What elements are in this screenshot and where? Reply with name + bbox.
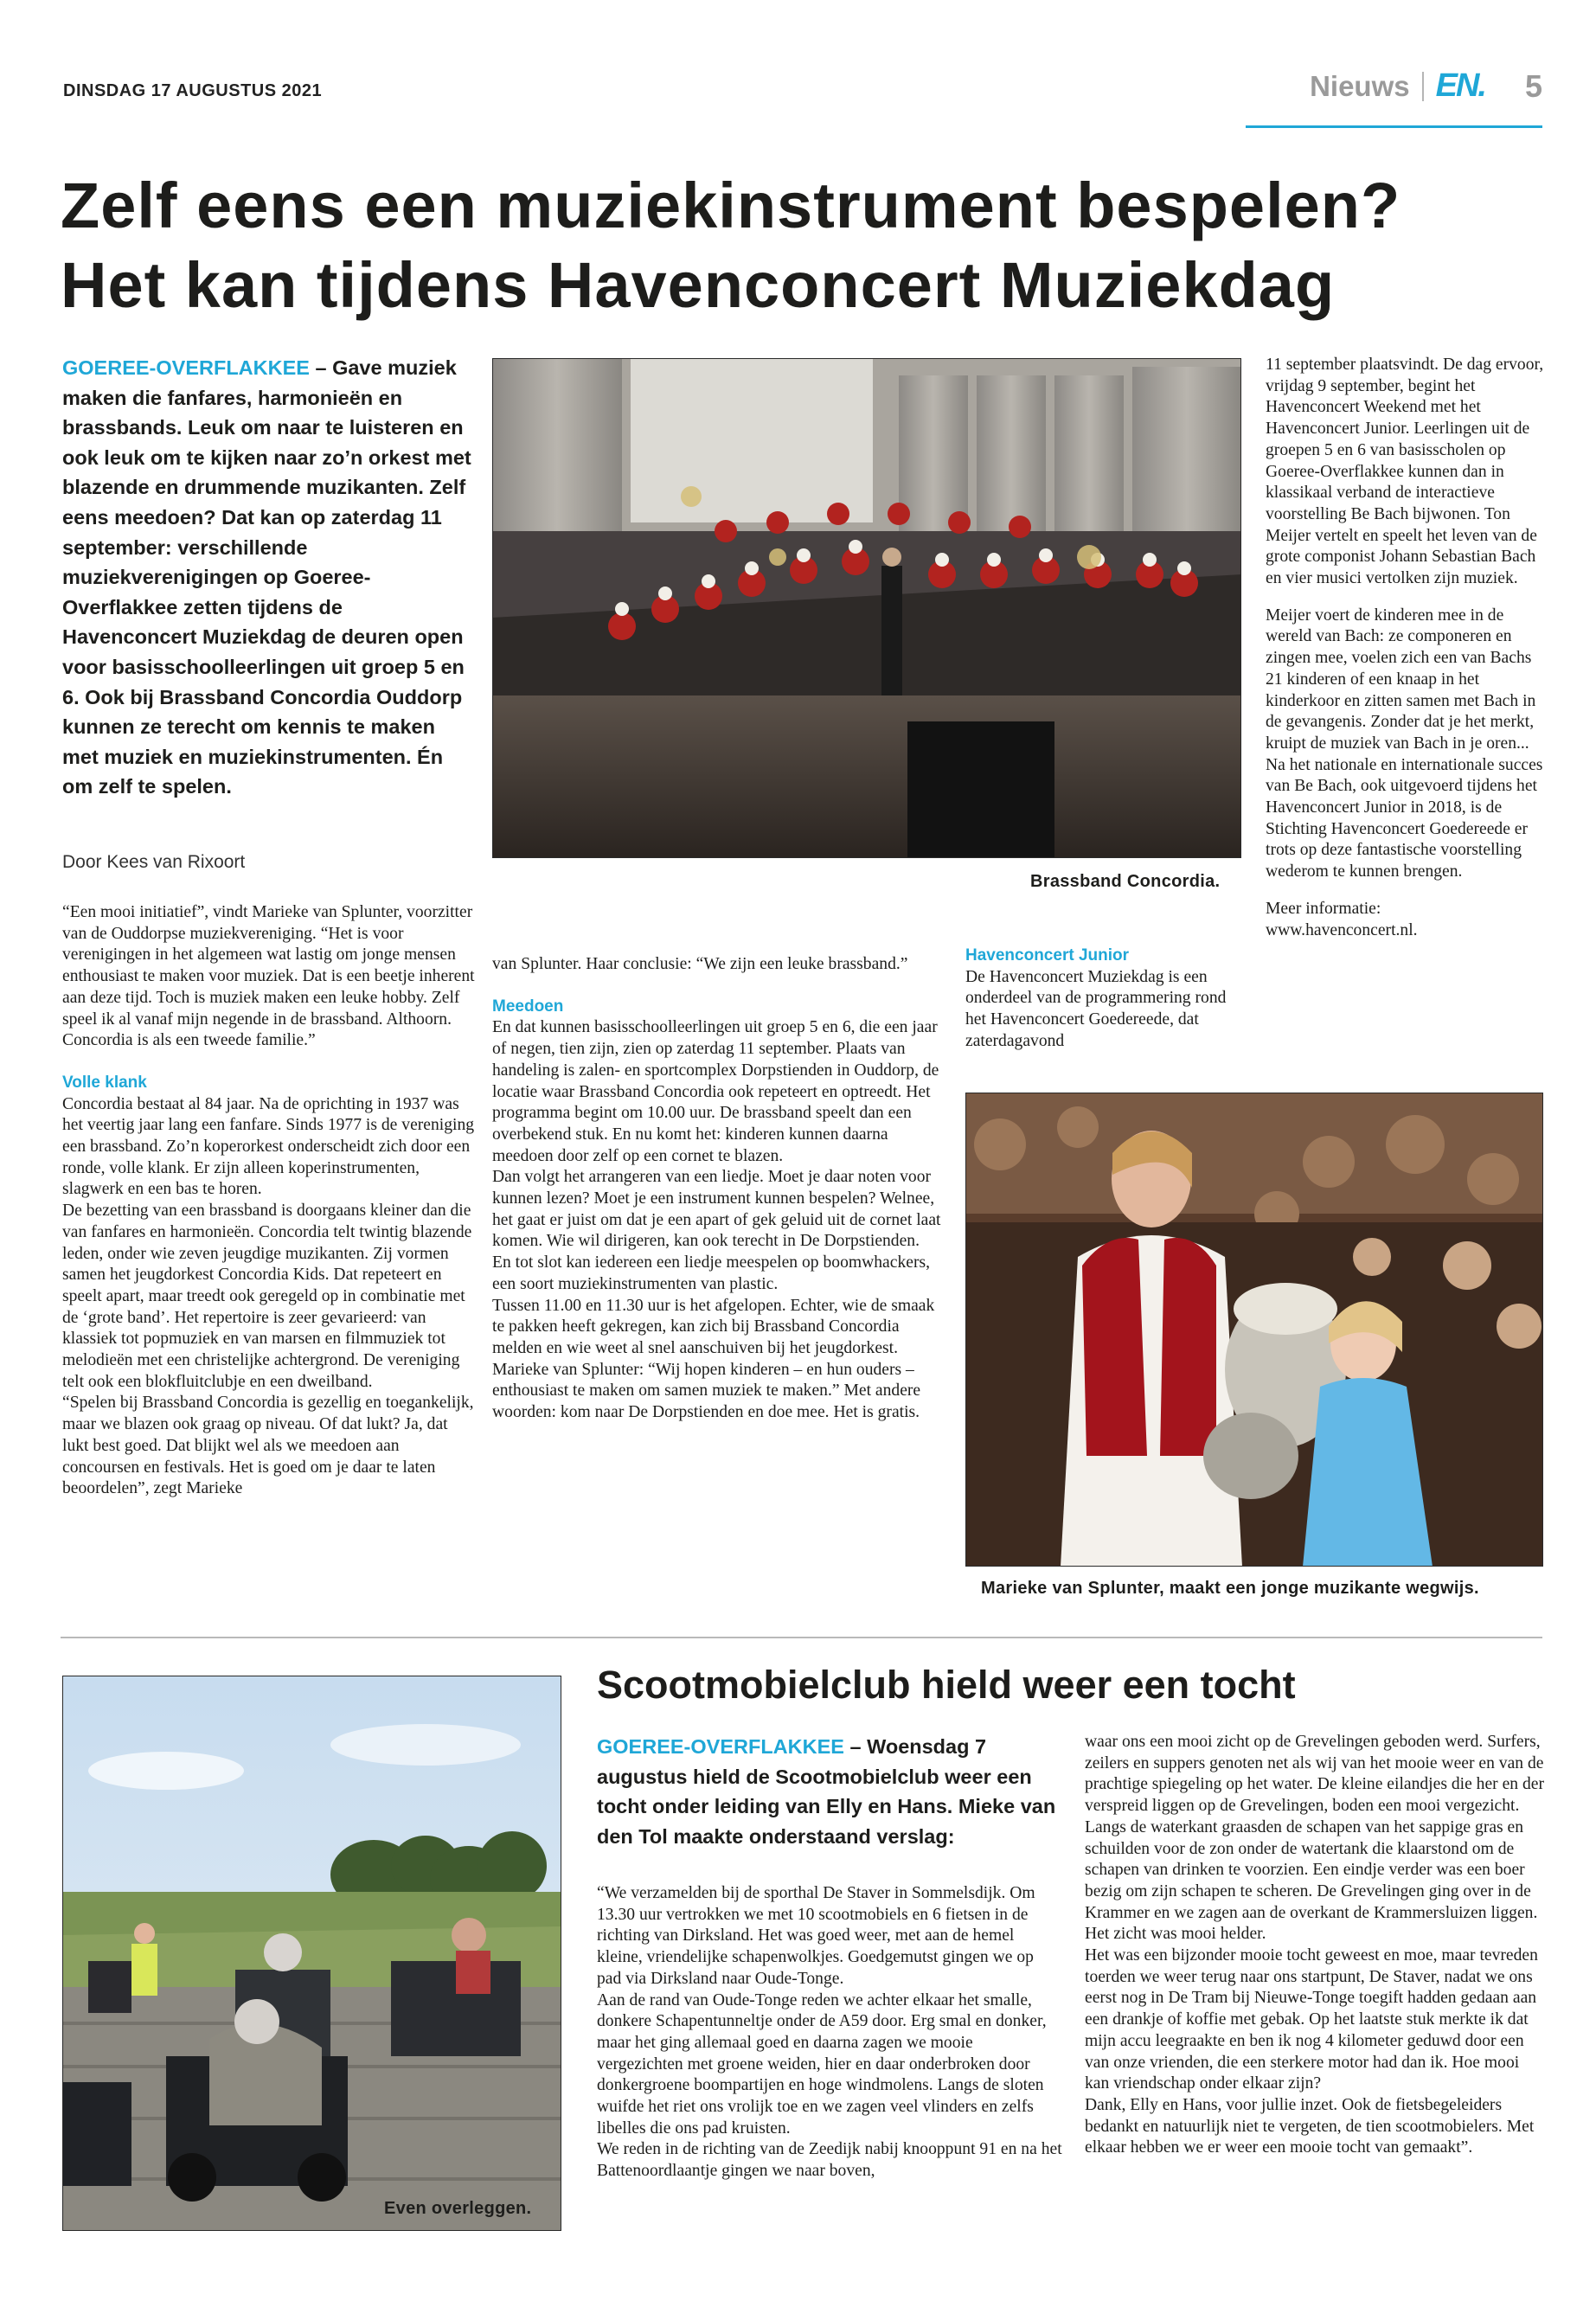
paragraph: Het was een bijzonder mooie tocht geweest en moe, maar tevreden toerden we weer terug naar ons startpunt, De Staver, nadat we ons eerst nog in De Tram bij Nieuwe-Tonge toegift hadden gedaan aan een drankje of koffie met gebak. Op het laatste stuk merkte ik dat mijn accu leegraakte en ben ik nog 4 kilometer geduwd door een van onze vrienden, die een sterkere motor had dan ik. Hoe mooi kan vriendschap onder elkaar zijn? bbox=[1085, 1946, 1538, 2093]
subheading-havenconcert-junior: Havenconcert Junior bbox=[965, 946, 1129, 965]
article2-column-1 bbox=[597, 1883, 1062, 2182]
paragraph: Aan de rand van Oude-Tonge reden we achter elkaar het smalle, donkere Schapentunneltje onder de A59 door. Erg smal en donker, maar het ging allemaal goed en daarna zagen we mooie vergezichten met groene weiden, hier en daar onderbroken door donkergroene boompartijen en hoge windmolens. Langs de sloten wuifde het riet ons vrolijk toe en we zagen veel vlinders en zelfs libelles die ons pad kruisten. bbox=[597, 1990, 1047, 2138]
photo-caption-marieke: Marieke van Splunter, maakt een jonge muzikante wegwijs. bbox=[981, 1579, 1479, 1598]
paragraph: Dank, Elly en Hans, voor jullie inzet. Ook de fietsbegeleiders bedankt en natuurlijk niet te vergeten, de tien scootmobielers. Met elkaar hebben we er weer een mooie tocht van gemaakt”. bbox=[1085, 2095, 1535, 2157]
page-number: 5 bbox=[1524, 67, 1542, 104]
article1-intro bbox=[62, 353, 474, 802]
scootmobiel-photo-image bbox=[62, 1676, 561, 2231]
intro2-location: GOEREE-OVERFLAKKEE bbox=[597, 1735, 844, 1758]
intro-location: GOEREE-OVERFLAKKEE bbox=[62, 356, 310, 379]
paragraph: Tussen 11.00 en 11.30 uur is het afgelopen. Echter, wie de smaak te pakken heeft gekregen, kan zich bij Brassband Concordia melden en wie weet al snel aanschuiven bij het jeugdorkest. Marieke van Splunter: “Wij hopen kinderen – en hun ouders – enthousiast te maken om samen muziek te maken.” Met andere woorden: kom naar De Dorpstienden en doe mee. Het is gratis. bbox=[492, 1296, 935, 1422]
byline: Door Kees van Rixoort bbox=[62, 852, 246, 872]
marieke-photo-image bbox=[965, 1093, 1543, 1567]
paragraph: De Havenconcert Muziekdag is een onderdeel van de programmering rond het Havenconcert Goedereede, dat zaterdagavond bbox=[965, 967, 1227, 1050]
article2-column-2 bbox=[1085, 1732, 1545, 2159]
masthead bbox=[1310, 67, 1542, 105]
article1-column-4 bbox=[1266, 355, 1544, 941]
article1-column-2 bbox=[492, 954, 942, 1424]
photo-brassband bbox=[492, 358, 1241, 858]
article1-headline bbox=[61, 166, 1548, 325]
paragraph: Dan volgt het arrangeren van een liedje. Moet je daar noten voor kunnen lezen? Moet je een instrument kunnen bespelen? Welnee, het gaat er juist om dat je een apart of gek geluid uit de cornet laat komen. Wie wil dirigeren, kan ook terecht in De Dorpstienden. bbox=[492, 1168, 941, 1251]
paragraph: “We verzamelden bij de sporthal De Staver in Sommelsdijk. Om 13.30 uur vertrokken we met 10 scootmobiels en 6 fietsen in de richting van Dirksland. Het was goed weer, met aan de hemel kleine, vriendelijke schapenwolkjes. Goedgemutst gingen we op pad via Dirksland naar Oude-Tonge. bbox=[597, 1884, 1035, 1988]
article-divider bbox=[61, 1637, 1542, 1638]
paragraph: De bezetting van een brassband is doorgaans kleiner dan die van fanfares en harmonieën. Concordia telt twintig blazende leden, onder wie zeven jeugdige muzikanten. Zij vormen samen het jeugdorkest Concordia Kids. Dat repeteert en speelt apart, maar treedt ook geregeld op in combinatie met de ‘grote band’. Het repertoire is zeer gevarieerd: van klassiek tot popmuziek en van marsen en filmmuziek tot melodieën met een christelijke achtergrond. De vereniging telt ook een blokfluitclubje en een dweilband. bbox=[62, 1202, 472, 1391]
paragraph: van Splunter. Haar conclusie: “We zijn een leuke brassband.” bbox=[492, 955, 908, 973]
page-date: DINSDAG 17 AUGUSTUS 2021 bbox=[63, 81, 323, 100]
headline-line-1: Zelf eens een muziekinstrument bespelen? bbox=[61, 170, 1401, 241]
paragraph: We reden in de richting van de Zeedijk nabij knooppunt 91 en na het Battenoordlaantje gingen we naar boven, bbox=[597, 2140, 1062, 2181]
photo-scootmobiel bbox=[62, 1676, 561, 2231]
subheading-meedoen: Meedoen bbox=[492, 997, 564, 1016]
article2-headline: Scootmobielclub hield weer een tocht bbox=[597, 1663, 1296, 1707]
article1-column-3 bbox=[965, 945, 1251, 1053]
header-rule bbox=[1246, 125, 1542, 128]
paragraph: Concordia bestaat al 84 jaar. Na de oprichting in 1937 was het veertig jaar lang een fanfare. Sinds 1977 is de vereniging een brassband. Zo’n koperorkest onderscheidt zich door een ronde, volle klank. Er zijn alleen koperinstrumenten, slagwerk en een bas te horen. bbox=[62, 1094, 475, 1199]
article2-intro bbox=[597, 1732, 1062, 1851]
headline-line-2: Het kan tijdens Havenconcert Muziekdag bbox=[61, 249, 1336, 321]
photo-caption-scootmobiel: Even overleggen. bbox=[384, 2199, 532, 2218]
paragraph: 11 september plaatsvindt. De dag ervoor, vrijdag 9 september, begint het Havenconcert Weekend met het Havenconcert Junior. Leerlingen uit de groepen 5 en 6 van basisscholen op Goeree-Overflakkee kunnen dan in klassikaal verband de interactieve voorstelling Be Bach bijwonen. Ton Meijer vertelt en speelt het leven van de grote componist Johann Sebastian Bach en vier musici vertolken zijn muziek. bbox=[1266, 356, 1544, 588]
subheading-volle-klank: Volle klank bbox=[62, 1073, 147, 1092]
section-label: Nieuws bbox=[1310, 72, 1424, 101]
paragraph: Meer informatie: bbox=[1266, 899, 1381, 918]
intro-text: – Gave muziek maken die fanfares, harmonieën en brassbands. Leuk om naar te luisteren en ook leuk om te kijken naar zo’n orkest met blazende en drummende muzikanten. Zelf eens meedoen? Dat kan op zaterdag 11 september: verschillende muziekverenigingen op Goeree-Overflakkee zetten tijdens de Havenconcert Muziekdag de deuren open voor basisschoolleerlingen uit groep 5 en 6. Ook bij Brassband Concordia Ouddorp kunnen ze terecht om kennis te maken met muziek en muziekinstrumenten. Én om zelf te spelen. bbox=[62, 356, 471, 798]
website-link[interactable]: www.havenconcert.nl. bbox=[1266, 920, 1418, 939]
paragraph: En tot slot kan iedereen een liedje meespelen op boomwhackers, een soort muziekinstrumenten van plastic. bbox=[492, 1253, 930, 1293]
newspaper-logo: EN. bbox=[1435, 67, 1485, 104]
photo-marieke bbox=[965, 1093, 1543, 1567]
photo-caption-brassband: Brassband Concordia. bbox=[1030, 872, 1221, 891]
intro2-text: – Woensdag 7 augustus hield de Scootmobielclub weer een tocht onder leiding van Elly en Hans. Mieke van den Tol maakte onderstaand verslag: bbox=[597, 1735, 1056, 1848]
paragraph: Meijer voert de kinderen mee in de wereld van Bach: ze componeren en zingen mee, voelen zich een van Bachs 21 kinderen of een knaap in het kinderkoor en zitten samen met Bach in de gevangenis. Zonder dat je het merkt, kruipt de muziek van Bach in je oren... Na het nationale en internationale succes van Be Bach, ook uitgevoerd tijdens het Havenconcert Junior in 2018, is de Stichting Havenconcert Goedereede er trots op deze fantastische voorstelling wederom te kunnen brengen. bbox=[1266, 606, 1543, 881]
paragraph: “Een mooi initiatief”, vindt Marieke van Splunter, voorzitter van de Ouddorpse muziekvereniging. “Het is voor verenigingen in het algemeen wat lastig om jonge mensen enthousiast te maken voor muziek. Dat is een beetje inherent aan deze tijd. Toch is muziek maken een leuke hobby. Zelf speel ik al vanaf mijn negende in de brassband. Althoorn. Concordia is als een tweede familie.” bbox=[62, 903, 475, 1050]
paragraph: En dat kunnen basisschoolleerlingen uit groep 5 en 6, die een jaar of negen, tien zijn, zien op zaterdag 11 september. Plaats van handeling is zalen- en sportcomplex Dorpstienden in Ouddorp, de locatie waar Brassband Concordia ook repeteert en optreedt. Het programma begint om 10.00 uur. De brassband speelt dan een overbekend stuk. En nu komt het: kinderen kunnen daarna meedoen door zelf op een cornet te blazen. bbox=[492, 1018, 939, 1165]
brassband-photo-image bbox=[492, 358, 1241, 858]
article1-column-1 bbox=[62, 902, 476, 1500]
paragraph: waar ons een mooi zicht op de Grevelingen geboden werd. Surfers, zeilers en suppers genoten net als wij van het mooie weer en van de prachtige spiegeling op het water. De kleine eilandjes die her en der verspreid liggen op de Grevelingen, boden een mooi vergezicht. Langs de waterkant graasden de schapen van het sappige gras en schuilden voor de zon onder de watertank die klaarstond om de schapen van drinken te voorzien. Een eindje verder was een boer bezig om zijn schapen te scheren. De Grevelingen ging over in de Krammer en we zagen aan de overkant de Krammersluizen liggen. Het zicht was mooi helder. bbox=[1085, 1733, 1545, 1944]
paragraph: “Spelen bij Brassband Concordia is gezellig en toegankelijk, maar we blazen ook graag op niveau. Of dat lukt? Ja, dat lukt best goed. Dat blijkt wel als we meedoen aan concoursen en festivals. Het is goed om je daar te laten beoordelen”, zegt Marieke bbox=[62, 1394, 474, 1498]
